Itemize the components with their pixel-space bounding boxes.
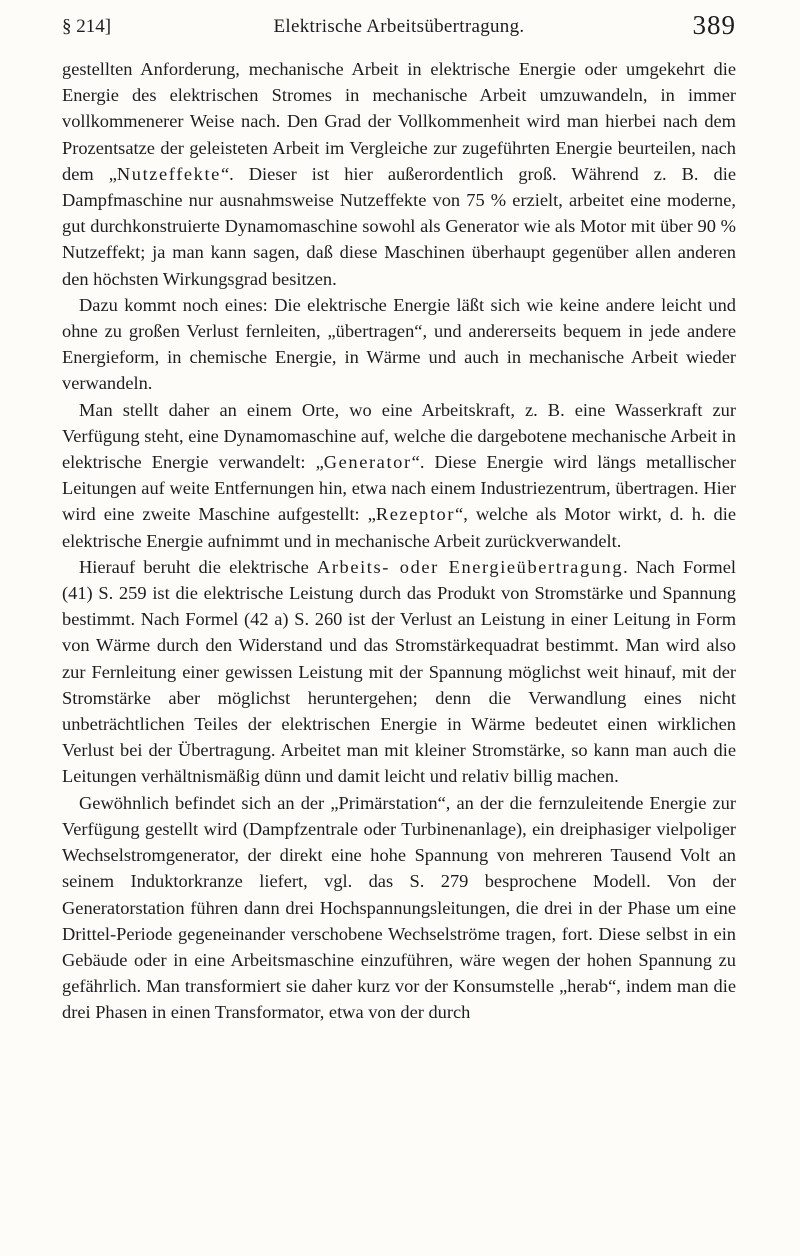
running-title: Elektrische Arbeitsübertragung. xyxy=(273,16,525,37)
paragraph-2: Dazu kommt noch eines: Die elektrische Energie läßt sich wie keine andere leicht und ohne zu großen Verlust fernleiten, „übertragen“, und andererseits bequem in jede andere Energieform, in chemische Energie, in Wärme und auch in mechanische Arbeit wieder verwandeln. xyxy=(62,294,736,394)
paragraph-4: Hierauf beruht die elektrische Arbeits- oder Energieübertragung. Nach Formel (41) S. 259 ist die elektrische Leistung durch das Produkt von Stromstärke und Spannung bestimmt. Nach Formel (42 a) S. 260 ist der Verlust an Leistung in einer Leitung in Form von Wärme durch den Widerstand und das Stromstärkequadrat bestimmt. Man wird also zur Fernleitung einer gewissen Leistung mit der Spannung möglichst weit hinauf, mit der Stromstärke aber möglichst heruntergehen; denn die Verwandlung eines nicht unbeträchtlichen Teiles der elektrischen Energie in Wärme bedeutet einen wirklichen Verlust bei der Übertragung. Arbeitet man mit kleiner Stromstärke, so kann man auch die Leitungen verhältnismäßig dünn und damit leicht und relativ billig machen. xyxy=(62,556,736,787)
body-text xyxy=(62,56,736,1026)
section-marker: § 214] xyxy=(62,16,112,37)
emphasis-term: Rezeptor xyxy=(375,504,456,525)
page-number: 389 xyxy=(692,10,736,40)
paragraph-1: gestellten Anforderung, mechanische Arbeit in elektrische Energie oder umgekehrt die Energie des elektrischen Stromes in mechanische Arbeit umzuwandeln, in immer vollkommenerer Weise nach. Den Grad der Vollkommenheit wird man hierbei nach dem Prozentsatze der geleisteten Arbeit im Vergleiche zur zugeführten Energie beurteilen, nach dem „Nutzeffekte“. Dieser ist hier außerordentlich groß. Während z. B. die Dampfmaschine nur ausnahmsweise Nutzeffekte von 75 % erzielt, arbeitet eine moderne, gut durchkonstruierte Dynamomaschine sowohl als Generator wie als Motor mit über 90 % Nutzeffekt; ja man kann sagen, daß diese Maschinen überhaupt gegenüber allen anderen den höchsten Wirkungsgrad besitzen. xyxy=(62,59,736,289)
paragraph-3: Man stellt daher an einem Orte, wo eine Arbeitskraft, z. B. eine Wasserkraft zur Verfügung steht, eine Dynamomaschine auf, welche die dargebotene mechanische Arbeit in elektrische Energie verwandelt: „Generator“. Diese Energie wird längs metallischer Leitungen auf weite Entfernungen hin, etwa nach einem Industriezentrum, übertragen. Hier wird eine zweite Maschine aufgestellt: „Rezeptor“, welche als Motor wirkt, d. h. die elektrische Energie aufnimmt und in mechanische Arbeit zurückverwandelt. xyxy=(62,399,737,551)
paragraph-5: Gewöhnlich befindet sich an der „Primärstation“, an der die fernzuleitende Energie zur Verfügung gestellt wird (Dampfzentrale oder Turbinenanlage), ein dreiphasiger vielpoliger Wechselstromgenerator, der direkt eine hohe Spannung von mehreren Tausend Volt an seinem Induktorkranze liefert, vgl. das S. 279 besprochene Modell. Von der Generatorstation führen dann drei Hochspannungsleitungen, die drei in der Phase um eine Drittel-Periode gegeneinander verschobene Wechselströme tragen, fort. Diese selbst in ein Gebäude oder in eine Arbeitsmaschine einzuführen, wäre wegen der hohen Spannung zu gefährlich. Man transformiert sie daher kurz vor der Konsumstelle „herab“, indem man die drei Phasen in einen Transformator, etwa von der durch xyxy=(62,792,736,1023)
emphasis-term: Nutzeffekte xyxy=(116,163,221,184)
running-header xyxy=(62,6,736,46)
emphasis-term: Arbeits- oder Energieübertragung xyxy=(316,556,624,577)
emphasis-term: Generator xyxy=(323,452,412,473)
